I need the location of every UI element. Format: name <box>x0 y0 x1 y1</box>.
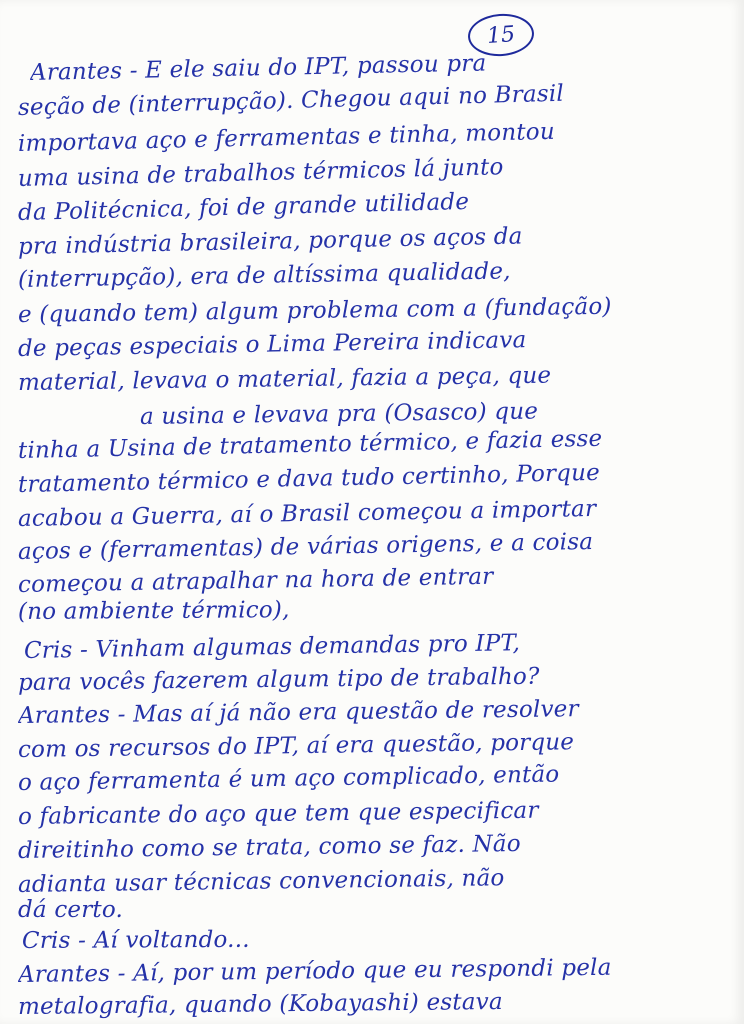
text-line: aços e (ferramentas) de várias origens, e a coisa <box>17 528 594 565</box>
page-number: 15 <box>486 21 516 49</box>
text-line: Cris - Vinham algumas demandas pro IPT, <box>23 630 521 664</box>
text-line: metalografia, quando (Kobayashi) estava <box>17 988 503 1020</box>
text-line: o aço ferramenta é um aço complicado, então <box>17 761 560 796</box>
text-line: acabou a Guerra, aí o Brasil começou a importar <box>17 495 597 532</box>
text-line: adianta usar técnicas convencionais, não <box>17 865 505 898</box>
text-line: o fabricante do aço que tem que especificar <box>17 797 539 830</box>
text-line: dá certo. <box>18 897 124 923</box>
text-line: Arantes - Mas aí já não era questão de resolver <box>17 696 579 729</box>
text-line: pra indústria brasileira, porque os aços da <box>17 223 523 260</box>
text-line: e (quando tem) algum problema com a (fundação) <box>17 293 612 328</box>
text-line: da Politécnica, foi de grande utilidade <box>17 188 470 226</box>
text-line: Arantes - E ele saiu do IPT, passou pra <box>29 50 487 86</box>
text-line: (interrupção), era de altíssima qualidade, <box>17 258 511 293</box>
text-line: seção de (interrupção). Chegou aqui no Brasil <box>17 80 565 121</box>
text-line: importava aço e ferramentas e tinha, montou <box>17 118 556 157</box>
text-line: para vocês fazerem algum tipo de trabalho? <box>17 663 540 696</box>
text-line: Cris - Aí voltando... <box>21 926 250 954</box>
text-line: direitinho como se trata, como se faz. Não <box>17 830 521 864</box>
text-line: (no ambiente térmico), <box>17 597 290 625</box>
text-line: tinha a Usina de tratamento térmico, e fazia esse <box>17 425 603 464</box>
text-line: com os recursos do IPT, aí era questão, porque <box>17 729 575 763</box>
text-line: começou a atrapalhar na hora de entrar <box>17 563 494 598</box>
text-line: Arantes - Aí, por um período que eu respondi pela <box>17 954 612 988</box>
text-line: de peças especiais o Lima Pereira indicava <box>17 327 527 362</box>
text-line: material, levava o material, fazia a peça, que <box>17 362 552 396</box>
text-line: uma usina de trabalhos térmicos lá junto <box>17 154 504 192</box>
text-line: a usina e levava pra (Osasco) que <box>139 398 539 430</box>
text-line: tratamento térmico e dava tudo certinho, Porque <box>17 459 601 498</box>
